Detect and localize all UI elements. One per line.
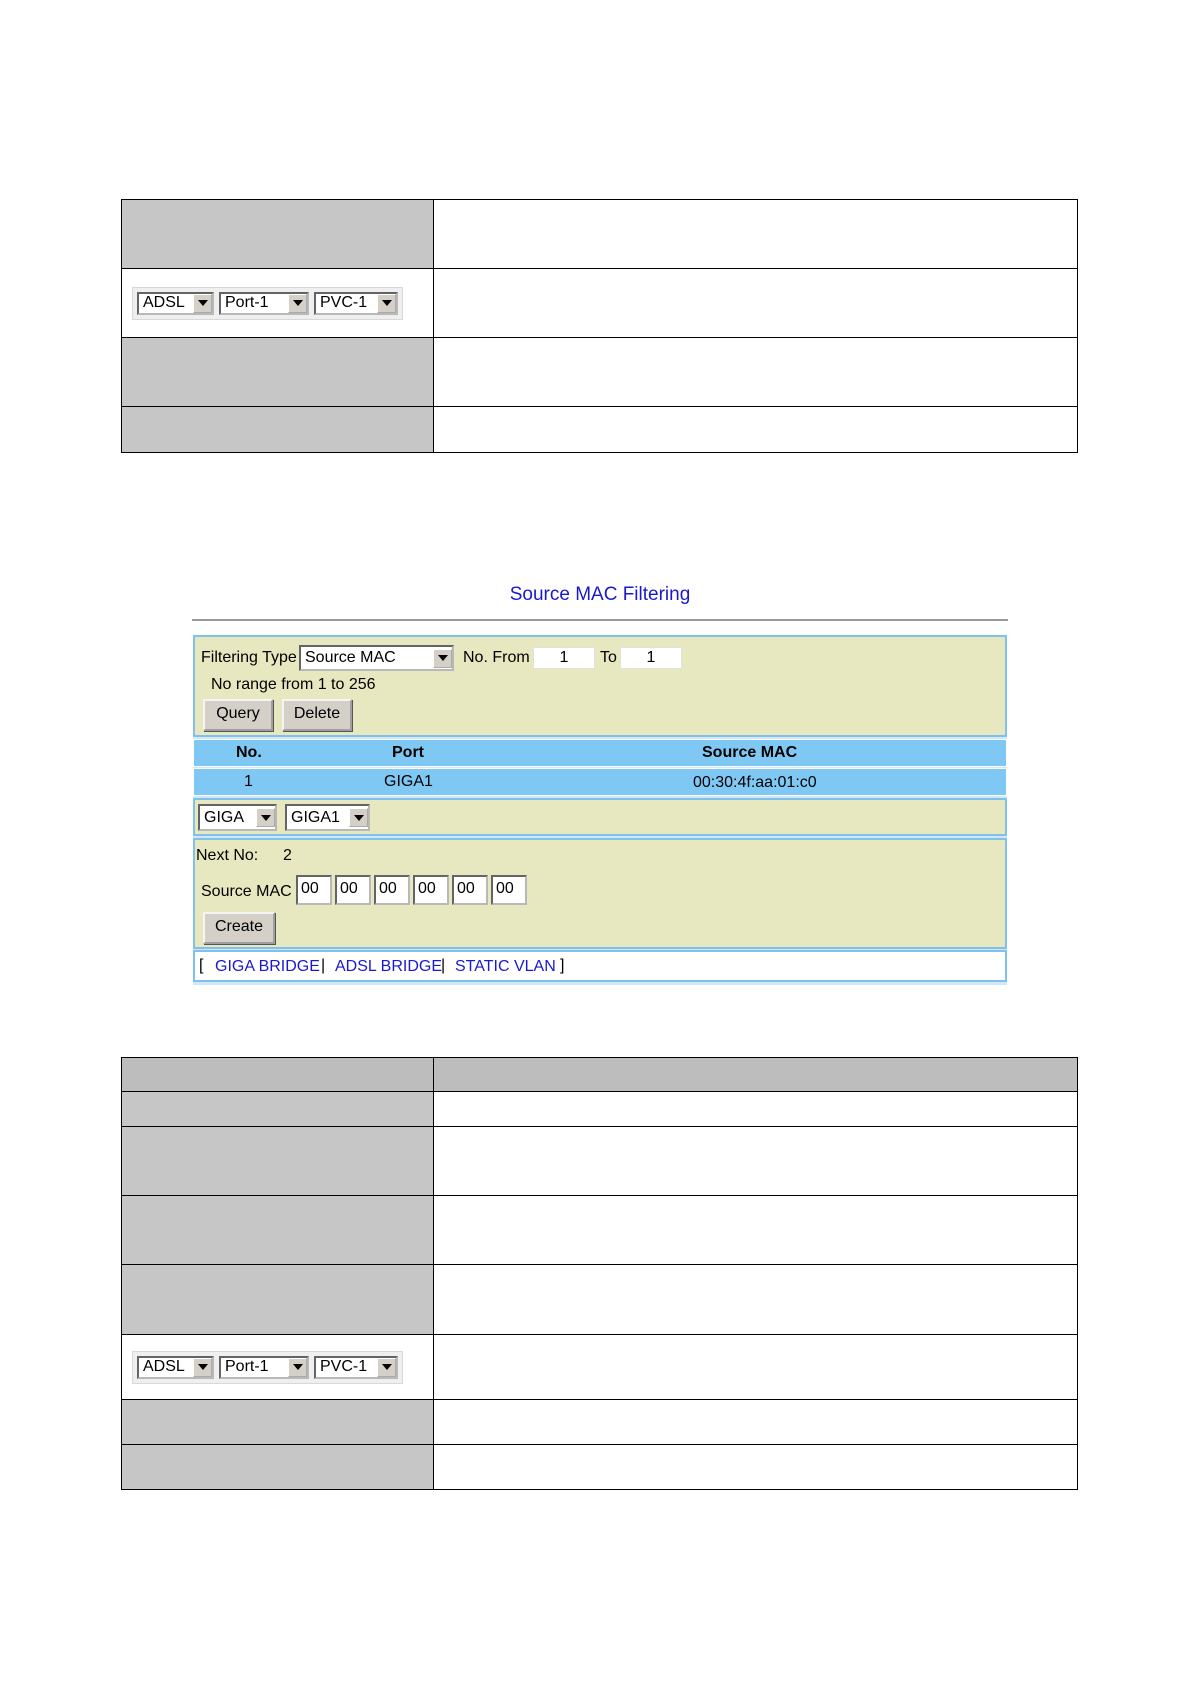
giga-bridge-link[interactable]: GIGA BRIDGE (215, 958, 320, 975)
select-value: PVC-1 (320, 1358, 368, 1375)
adsl-bridge-link[interactable]: ADSL BRIDGE (335, 958, 442, 975)
title-divider (192, 619, 1008, 621)
table-cell-left (122, 1335, 434, 1400)
table-row (122, 269, 1078, 338)
table-cell-left (122, 1265, 434, 1335)
table-row (122, 1127, 1078, 1196)
no-from-label: No. From (463, 649, 530, 666)
chevron-down-icon (377, 1358, 396, 1377)
table-cell-left (122, 1196, 434, 1265)
table-row (122, 407, 1078, 453)
static-vlan-link[interactable]: STATIC VLAN (455, 958, 556, 975)
mac-octet-5-input[interactable]: 00 (452, 875, 488, 905)
table-row[interactable] (193, 768, 1007, 796)
mac-octet-4-input[interactable]: 00 (413, 875, 449, 905)
table-cell-left (122, 1127, 434, 1196)
adsl-port-pvc-selects (132, 287, 403, 320)
query-section (193, 635, 1007, 737)
table-cell-left (122, 338, 434, 407)
table-cell-left (122, 269, 434, 338)
column-header-no: No. (236, 744, 262, 761)
filter-panel (193, 635, 1007, 985)
chevron-down-icon (288, 1358, 307, 1377)
top-description-table (121, 199, 1078, 453)
table-cell-right (434, 1265, 1078, 1335)
page-title: Source MAC Filtering (509, 584, 691, 605)
next-no-label: Next No: (196, 847, 259, 864)
to-input[interactable]: 1 (620, 647, 682, 669)
bridge-links-bar (193, 950, 1007, 982)
chevron-down-icon (433, 649, 452, 668)
results-header (193, 739, 1007, 767)
table-cell-left (122, 407, 434, 453)
table-cell-right (434, 1127, 1078, 1196)
table-row (122, 1445, 1078, 1490)
table-cell-left (122, 1092, 434, 1127)
mac-octet-3-input[interactable]: 00 (374, 875, 410, 905)
port-select[interactable] (285, 804, 370, 831)
table-row (122, 338, 1078, 407)
link-separator: | (321, 957, 326, 974)
mac-octet-2-input[interactable]: 00 (335, 875, 371, 905)
column-header-source-mac: Source MAC (702, 744, 798, 761)
table-cell-right (434, 269, 1078, 338)
table-cell-right (434, 338, 1078, 407)
table-cell-right (434, 1196, 1078, 1265)
port-selection-section (193, 798, 1007, 836)
table-cell-right (434, 1335, 1078, 1400)
column-header-port: Port (392, 744, 424, 761)
port-select[interactable] (219, 292, 309, 315)
table-row (122, 1196, 1078, 1265)
table-row (122, 1092, 1078, 1127)
table-cell-right (434, 1058, 1078, 1092)
port-select[interactable] (219, 1356, 309, 1379)
row-source-mac: 00:30:4f:aa:01:c0 (693, 774, 817, 791)
adsl-port-pvc-selects (132, 1351, 403, 1384)
range-note: No range from 1 to 256 (211, 676, 376, 693)
table-row (122, 1335, 1078, 1400)
no-from-input[interactable]: 1 (533, 647, 595, 669)
create-section (193, 838, 1007, 949)
table-cell-left (122, 1445, 434, 1490)
select-value: ADSL (143, 1358, 185, 1375)
query-button[interactable]: Query (203, 699, 273, 731)
chevron-down-icon (193, 294, 212, 313)
type-select[interactable] (137, 292, 214, 315)
row-port: GIGA1 (384, 773, 433, 790)
chevron-down-icon (288, 294, 307, 313)
table-cell-left (122, 1400, 434, 1445)
select-value: Port-1 (225, 1358, 269, 1375)
delete-button[interactable]: Delete (282, 699, 352, 731)
link-bracket-close: ] (560, 957, 565, 974)
table-cell-right (434, 200, 1078, 269)
select-value: PVC-1 (320, 294, 368, 311)
table-cell-left (122, 200, 434, 269)
row-no: 1 (244, 773, 253, 790)
mac-octet-6-input[interactable]: 00 (491, 875, 527, 905)
chevron-down-icon (193, 1358, 212, 1377)
table-header-row (122, 1058, 1078, 1092)
pvc-select[interactable] (314, 1356, 398, 1379)
link-separator: | (441, 957, 446, 974)
table-row (122, 1400, 1078, 1445)
chevron-down-icon (256, 808, 275, 827)
filtering-type-select[interactable] (299, 645, 454, 671)
select-value: Port-1 (225, 294, 269, 311)
table-cell-right (434, 1092, 1078, 1127)
table-row (122, 1265, 1078, 1335)
table-cell-right (434, 1400, 1078, 1445)
table-cell-right (434, 407, 1078, 453)
type-select[interactable] (137, 1356, 214, 1379)
mac-octet-1-input[interactable]: 00 (296, 875, 332, 905)
link-bracket-open: [ (199, 957, 204, 974)
select-value: ADSL (143, 294, 185, 311)
table-cell-right (434, 1445, 1078, 1490)
table-cell-left (122, 1058, 434, 1092)
create-button[interactable]: Create (203, 912, 275, 944)
chevron-down-icon (349, 808, 368, 827)
bottom-description-table (121, 1057, 1078, 1490)
next-no-value: 2 (283, 847, 292, 864)
port-type-select[interactable] (198, 804, 277, 831)
select-value: Source MAC (305, 649, 396, 666)
chevron-down-icon (377, 294, 396, 313)
to-label: To (600, 649, 617, 666)
filtering-type-label: Filtering Type (201, 649, 297, 666)
select-value: GIGA1 (291, 808, 340, 826)
source-mac-label: Source MAC (201, 883, 292, 900)
select-value: GIGA (204, 808, 245, 826)
pvc-select[interactable] (314, 292, 398, 315)
table-row (122, 200, 1078, 269)
